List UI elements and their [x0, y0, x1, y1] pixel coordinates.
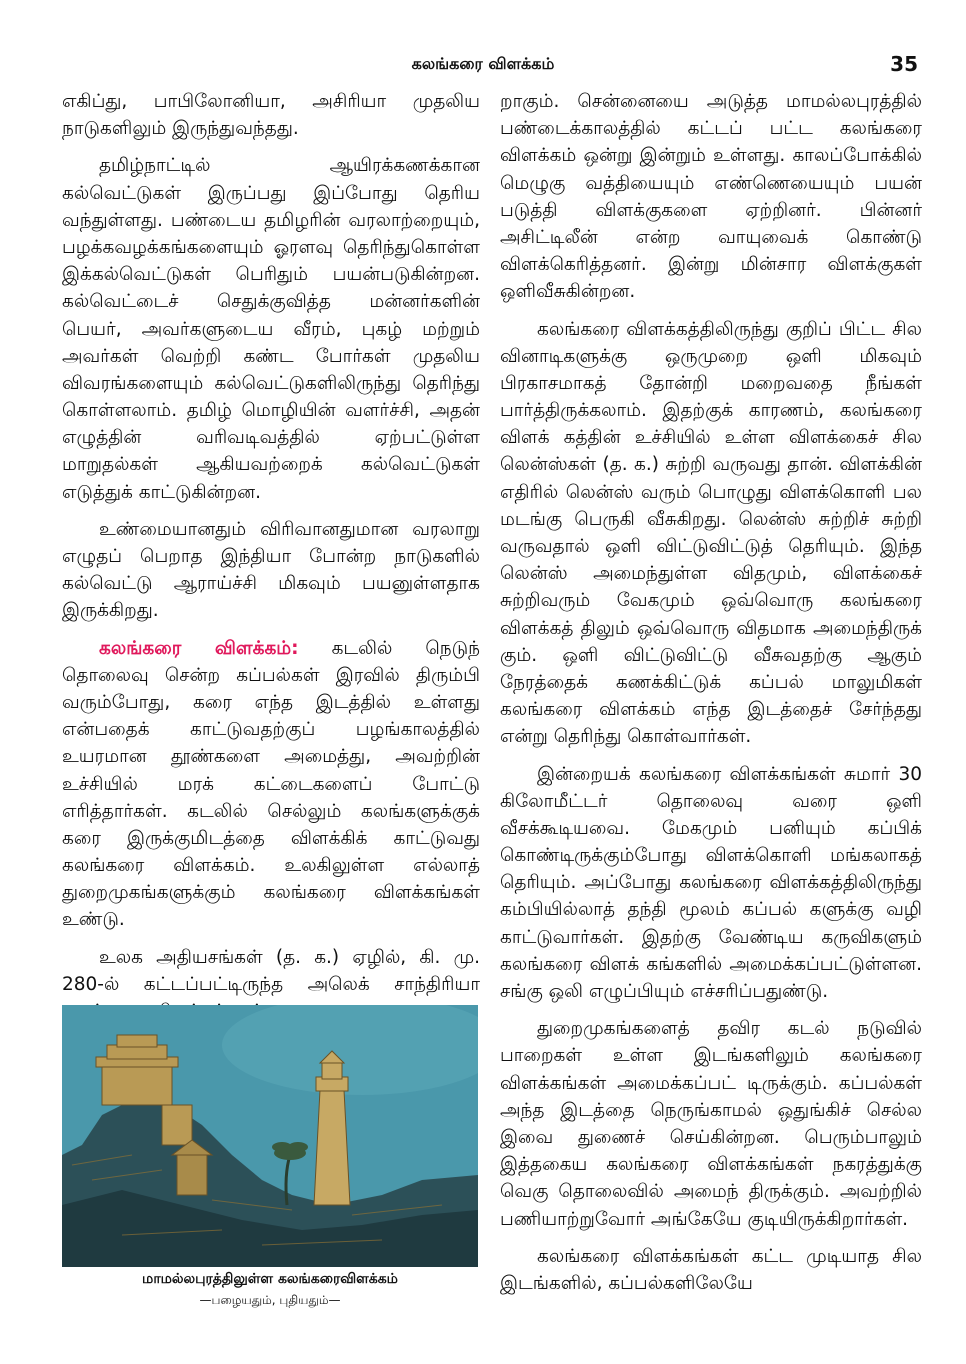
paragraph: தமிழ்நாட்டில் ஆயிரக்கணக்கான கல்வெட்டுகள் இருப்பது இப்போது தெரிய வந்துள்ளது. பண்டைய தமிழரின் வரலாற்றையும், பழக்கவழக்கங்களையும் ஓரளவு தெரிந்துகொள்ள இக்கல்வெட்டுகள் பெரிதும் பயன்படுகின்றன. கல்வெட்டைச் செதுக்குவித்த மன்னர்களின் பெயர், அவர்களுடைய வீரம், புகழ் மற்றும் அவர்கள் வெற்றி கண்ட போர்கள் முதலிய விவரங்களையும் கல்வெட்டுகளிலிருந்து தெரிந்து கொள்ளலாம். தமிழ் மொழியின் வளர்ச்சி, அதன் எழுத்தின் வரிவடிவத்தில் ஏற்பட்டுள்ள மாறுதல்கள் ஆகியவற்றைக் கல்வெட்டுகள் எடுத்துக் காட்டுகின்றன. — [62, 155, 480, 503]
running-title: கலங்கரை விளக்கம் — [411, 54, 555, 73]
paragraph: கலங்கரை விளக்கத்திலிருந்து குறிப் பிட்ட சில வினாடிகளுக்கு ஒருமுறை ஒளி மிகவும் பிரகாசமாகத் தோன்றி மறைவதை நீங்கள் பார்த்திருக்கலாம். இதற்குக் காரணம், கலங்கரை விளக் கத்தின் உச்சியில் உள்ள விளக்கைச் சில லென்ஸ்கள் (த. க.) சுற்றி வருவது தான். விளக்கின் எதிரில் லென்ஸ் வரும் பொழுது விளக்கொளி பல மடங்கு பெருகி வீசுகிறது. லென்ஸ் சுற்றிச் சுற்றி வருவதால் ஒளி விட்டுவிட்டுத் தெரியும். இந்த லென்ஸ் அமைந்துள்ள விதமும், விளக்கைச் சுற்றிவரும் வேகமும் ஒவ்வொரு கலங்கரை விளக்கத் திலும் ஒவ்வொரு விதமாக அமைந்திருக் கும். ஒளி விட்டுவிட்டு வீசுவதற்கு ஆகும் நேரத்தைக் கணக்கிட்டுக் கப்பல் மாலுமிகள் கலங்கரை விளக்கம் எந்த இடத்தைச் சேர்ந்தது என்று தெரிந்து கொள்வார்கள். — [500, 318, 922, 748]
lighthouse-engraving-image — [62, 1005, 478, 1267]
lighthouse-illustration — [62, 1005, 478, 1267]
figure-subcaption: —பழையதும், புதியதும்— — [199, 1293, 341, 1307]
paragraph: உலக அதியசங்கள் (த. க.) ஏழில், கி. மு. 280-ல் கட்டப்பட்டிருந்த அலெக் சாந்திரியா — [62, 946, 480, 995]
figure-caption: மாமல்லபுரத்திலுள்ள கலங்கரைவிளக்கம் — [142, 1271, 398, 1287]
paragraph — [62, 635, 480, 934]
page-number: 35 — [890, 52, 918, 76]
section-heading: கலங்கரை விளக்கம்: — [99, 637, 299, 659]
page-header — [0, 52, 966, 82]
paragraph: கலங்கரை விளக்கங்கள் கட்ட முடியாத சில இடங்களில், கப்பல்களிலேயே — [500, 1245, 922, 1294]
paragraph: துறைமுகங்களைத் தவிர கடல் நடுவில் பாறைகள் உள்ள இடங்களிலும் கலங்கரை விளக்கங்கள் அமைக்கப்பட் டிருக்கும். கப்பல்கள் அந்த இடத்தை நெருங்காமல் ஒதுங்கிச் செல்ல இவை துணைச் செய்கின்றன. பெரும்பாலும் இத்தகைய கலங்கரை விளக்கங்கள் நகரத்துக்கு வெகு தொலைவில் அமைந் திருக்கும். அவற்றில் பணியாற்றுவோர் அங்கேயே குடியிருக்கிறார்கள். — [500, 1018, 922, 1230]
paragraph-text: கடலில் நெடுந் தொலைவு சென்ற கப்பல்கள் இரவில் திரும்பி வரும்போது, கரை எந்த இடத்தில் உள்ளது என்பதைக் காட்டுவதற்குப் பழங்காலத்தில் உயரமான தூண்களை அமைத்து, அவற்றின் உச்சியில் மரக் கட்டைகளைப் போட்டு எரித்தார்கள். கடலில் செல்லும் கலங்களுக்குக் கரை இருக்குமிடத்தை விளக்கிக் காட்டுவது கலங்கரை விளக்கம். உலகிலுள்ள எல்லாத் துறைமுகங்களுக்கும் கலங்கரை விளக்கங்கள் உண்டு. — [62, 637, 480, 931]
left-column — [62, 88, 480, 1035]
paragraph: இன்றையக் கலங்கரை விளக்கங்கள் சுமார் 30 கிலோமீட்டர் தொலைவு வரை ஒளி வீசக்கூடியவை. மேகமும் பனியும் கப்பிக் கொண்டிருக்கும்போது விளக்கொளி மங்கலாகத் தெரியும். அப்போது கலங்கரை விளக்கத்திலிருந்து கம்பியில்லாத் தந்தி மூலம் கப்பல் களுக்கு வழி காட்டுவார்கள். இதற்கு வேண்டிய கருவிகளும் கலங்கரை விளக் கங்களில் அமைக்கப்பட்டுள்ளன. சங்கு ஒலி எழுப்பியும் எச்சரிப்பதுண்டு. — [500, 763, 922, 1002]
right-column — [500, 88, 922, 1307]
paragraph: றாகும். சென்னையை அடுத்த மாமல்லபுரத்தில் பண்டைக்காலத்தில் கட்டப் பட்ட கலங்கரை விளக்கம் ஒன்று இன்றும் உள்ளது. காலப்போக்கில் மெழுகு வத்தியையும் எண்ணெயையும் பயன் படுத்தி விளக்குகளை ஏற்றினர். பின்னர் அசிட்டிலீன் என்ற வாயுவைக் கொண்டு விளக்கெரித்தனர். இன்று மின்சார விளக்குகள் ஒளிவீசுகின்றன. — [500, 91, 922, 303]
paragraph: எகிப்து, பாபிலோனியா, அசிரியா முதலிய நாடுகளிலும் இருந்துவந்தது. — [62, 91, 480, 140]
paragraph: உண்மையானதும் விரிவானதுமான வரலாறு எழுதப் பெறாத இந்தியா போன்ற நாடுகளில் கல்வெட்டு ஆராய்ச்சி மிகவும் பயனுள்ளதாக இருக்கிறது. — [62, 518, 480, 622]
